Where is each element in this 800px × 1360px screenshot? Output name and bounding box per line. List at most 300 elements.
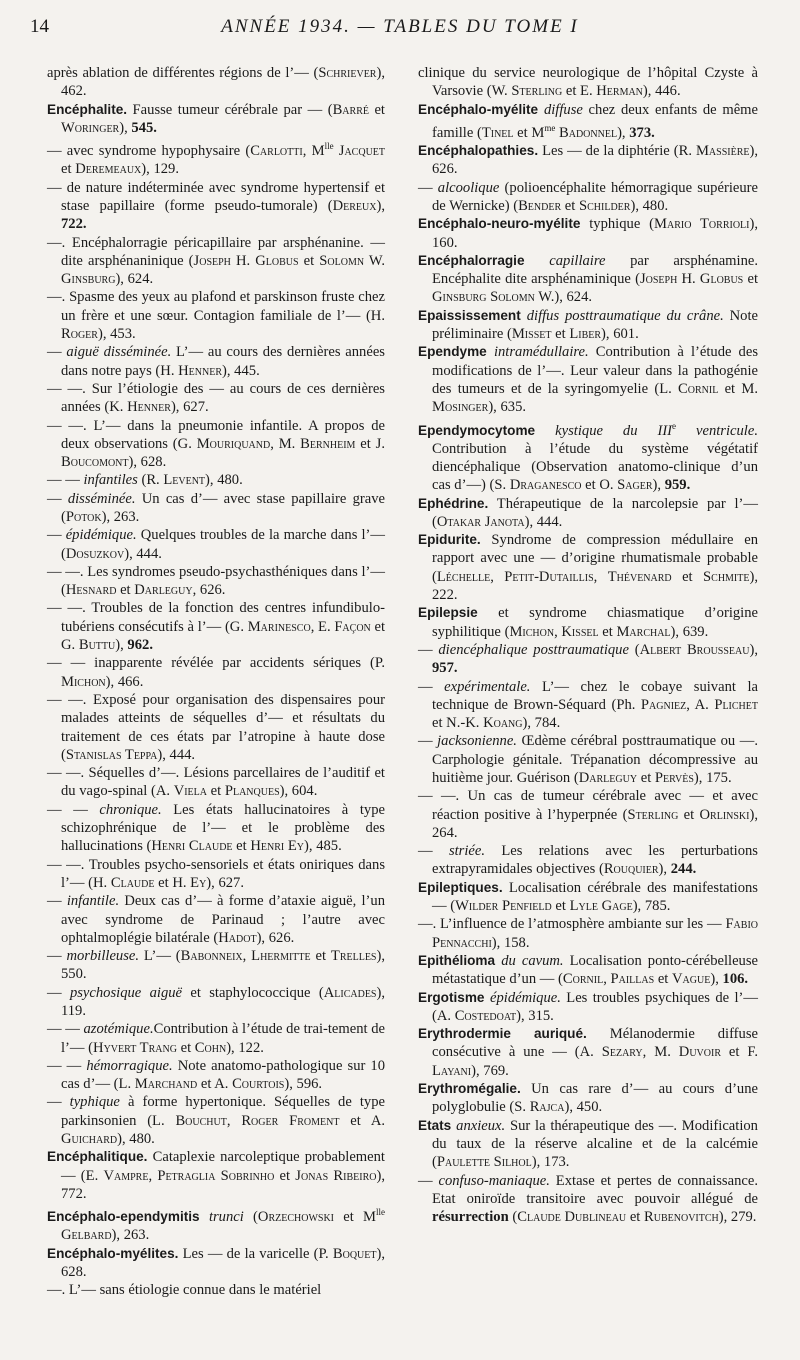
entry-text: —. L’influence de l’atmosphère ambiante sur les —: [418, 916, 726, 933]
right-column: [418, 64, 758, 1226]
entry-text: et: [232, 838, 251, 855]
entry-text: (R.: [137, 472, 164, 489]
entry-text: Léchelle: [436, 568, 491, 585]
entry-text: Pervès: [654, 770, 694, 786]
entry-text: épidémique.: [489, 989, 561, 1006]
entry-text: expérimentale.: [444, 678, 531, 695]
entry-text: ), 627.: [206, 874, 244, 891]
entry-text: ), 596.: [284, 1076, 323, 1093]
running-title: ANNÉE 1934. — TABLES DU TOME I: [221, 16, 579, 37]
entry-text: et syndrome chiasmatique d’origine syphilitique (: [432, 605, 758, 640]
entry-text: Claude Dublineau: [517, 1209, 627, 1226]
entry-text: ), 222.: [432, 568, 758, 604]
entry-text: lle: [324, 141, 334, 152]
index-entry: [418, 1172, 758, 1227]
index-entry: [418, 417, 758, 495]
entry-text: et: [368, 101, 385, 118]
entry-text: Stanislas Teppa: [65, 746, 158, 763]
entry-text: —: [47, 527, 66, 544]
index-entry: [418, 307, 758, 344]
entry-text: infantile.: [66, 893, 120, 910]
entry-text: ), 785.: [632, 898, 671, 915]
entry-text: ), 129.: [141, 161, 179, 178]
entry-text: Duvoir: [678, 1044, 721, 1061]
entry-text: Pagniez: [640, 696, 687, 713]
entry-text: Localisation ponto-cérébelleuse métastatique d’un — (: [432, 952, 759, 988]
index-entry: [418, 678, 758, 733]
entry-text: 244.: [670, 861, 697, 878]
entry-text: Schriever: [318, 65, 377, 81]
entry-text: ), 480.: [117, 1131, 155, 1148]
entry-text: , M: [302, 143, 325, 160]
entry-text: Plichet: [714, 696, 758, 713]
entry-text: Dereux: [332, 197, 377, 214]
entry-text: ), 158.: [491, 934, 530, 951]
entry-text: (: [508, 1209, 518, 1226]
index-entry: [47, 801, 385, 856]
entry-text: — —. L’— dans la pneumonie infantile. A propos de deux observations (G.: [47, 417, 385, 452]
entry-text: Schmite: [703, 568, 750, 585]
index-keyword: Encéphalite.: [47, 101, 128, 117]
entry-text: Woringer: [61, 119, 120, 136]
entry-text: à forme hypertonique. Séquelles de type parkinsonien (L.: [61, 1094, 385, 1129]
entry-text: Alicades: [323, 984, 377, 1001]
index-keyword: Ergotisme: [418, 989, 490, 1005]
entry-text: 722.: [61, 216, 87, 233]
entry-text: Albert Brousseau: [639, 641, 750, 658]
entry-text: ), 263.: [101, 508, 140, 525]
index-entry: [47, 526, 385, 563]
index-entry: [47, 234, 385, 289]
entry-text: Contribution à l’étude de trai-tement de l’— (: [61, 1021, 386, 1056]
entry-text: Roger: [61, 326, 98, 343]
entry-text: Buttu: [78, 637, 116, 654]
entry-text: et: [561, 197, 579, 214]
index-entry: [47, 1203, 385, 1244]
entry-text: Sur la thérapeutique des —. Modification du taux de la réserve alcaline et de la calcémie (: [432, 1117, 758, 1171]
entry-text: L’— chez le cobaye suivant la technique de Brown-Séquard (Ph.: [432, 678, 758, 713]
entry-text: Deux cas d’— à forme d’ataxie aiguë, l’un avec syndrome de Parinaud ; l’autre avec ophtalmoplégie bilatérale (: [61, 893, 385, 946]
entry-text: Solomn W. Ginsburg: [61, 252, 385, 288]
index-entry: [47, 892, 385, 947]
index-entry: [418, 915, 758, 952]
entry-text: et: [626, 1209, 645, 1226]
entry-text: —. L’— sans étiologie connue dans le matériel: [47, 1282, 322, 1299]
entry-text: ), 550.: [61, 948, 386, 983]
entry-text: Barré: [332, 101, 369, 118]
entry-text: Orzechowski: [257, 1209, 335, 1226]
entry-text: intramédullaire.: [493, 344, 589, 361]
entry-text: — —. Un cas de tumeur cérébrale avec — et avec réaction positive à l’hyperpnée (: [418, 788, 758, 823]
entry-text: Henner: [178, 362, 223, 379]
entry-text: diencéphalique posttraumatique: [438, 641, 629, 658]
entry-text: Mosinger: [432, 399, 489, 416]
entry-text: ),: [617, 124, 630, 141]
entry-text: Un cas d’— avec stase papillaire grave (: [61, 490, 385, 525]
entry-text: Vampre: [103, 1167, 149, 1184]
index-entry: [47, 654, 385, 691]
entry-text: L’— (: [139, 948, 181, 965]
index-entry: [47, 764, 385, 801]
entry-text: et O.: [581, 477, 618, 494]
entry-text: —: [418, 641, 439, 658]
entry-text: Roger Froment: [241, 1112, 340, 1129]
index-keyword: Etats: [418, 1117, 457, 1133]
entry-text: — —. Séquelles d’—. Lésions parcellaires de l’auditif et du vago-spinal (A.: [47, 765, 385, 800]
entry-text: Cataplexie narcoleptique probablement — (E.: [61, 1149, 385, 1184]
entry-text: — —. Troubles de la fonction des centres infundibulo-tubériens consécutifs à l’— (G.: [47, 600, 385, 635]
entry-text: Trelles: [330, 948, 377, 965]
entry-text: Jacquet: [338, 143, 386, 160]
index-entry: [47, 179, 385, 234]
index-entry: [418, 604, 758, 641]
index-entry: [47, 380, 385, 417]
entry-text: — —: [47, 472, 84, 489]
entry-text: Note anatomo-pathologique sur 10 cas d’— (L.: [61, 1057, 386, 1093]
index-entry: [418, 343, 758, 416]
entry-text: ), 175.: [693, 770, 732, 786]
entry-text: Un cas rare d’— au cours d’une polyglobulie (S.: [432, 1081, 758, 1116]
entry-text: — —. Exposé pour organisation des dispensaires pour malades atteints de séquelles d’— et résultats du traitement de ces états par l’atropine à haute dose (: [47, 691, 385, 763]
index-keyword: Encéphalopathies.: [418, 143, 539, 159]
entry-text: et: [207, 783, 225, 800]
entry-text: Darleguy: [578, 770, 638, 786]
entry-text: après ablation de différentes régions de l’— (: [47, 65, 319, 81]
entry-text: Draganesco: [509, 477, 582, 494]
entry-text: ), 639.: [670, 623, 709, 640]
page-number: 14: [30, 16, 49, 37]
entry-text: et N.-K.: [432, 715, 484, 732]
entry-text: ), 784.: [522, 715, 561, 732]
entry-text: — —: [47, 801, 100, 818]
entry-text: ),: [376, 197, 385, 214]
entry-text: Marchal: [616, 623, 671, 640]
index-entry: [47, 563, 385, 600]
entry-text: ), 480.: [205, 472, 243, 489]
entry-text: ),: [749, 641, 758, 658]
index-entry: [418, 142, 758, 179]
entry-text: ), 122.: [226, 1039, 264, 1056]
entry-text: ,: [603, 971, 611, 988]
entry-text: Ginsburg Solomn: [432, 289, 535, 306]
entry-text: —: [47, 490, 68, 507]
entry-text: Babonneix: [180, 948, 243, 965]
entry-text: typhique: [69, 1094, 120, 1111]
index-entry: [47, 343, 385, 380]
index-entry: [418, 1025, 758, 1080]
entry-text: Paillas: [610, 971, 655, 988]
entry-text: et: [116, 582, 135, 599]
entry-text: ), 462.: [61, 65, 385, 100]
entry-text: Bender: [518, 197, 562, 214]
entry-text: Thérapeutique de la narcolepsie par l’— (: [432, 495, 758, 530]
entry-text: et J.: [355, 435, 385, 452]
entry-text: ), 450.: [564, 1099, 603, 1116]
index-entry: [47, 137, 385, 178]
entry-text: ), 445.: [222, 362, 260, 379]
index-entry: [418, 842, 758, 879]
entry-text: Sezary: [601, 1044, 643, 1061]
entry-text: striée.: [448, 843, 486, 860]
index-entry: [418, 952, 758, 989]
entry-text: Les relations avec les perturbations extrapyramidales objectives (: [432, 843, 758, 878]
index-keyword: Encéphalo-ependymitis: [47, 1209, 209, 1225]
entry-text: Lyle Gage: [569, 898, 633, 915]
entry-text: Bouchut: [175, 1112, 227, 1129]
entry-text: Hesnard: [65, 582, 117, 599]
entry-text: — de nature indéterminée avec syndrome hypertensif et stase papillaire (forme pseudo-tumorale) (: [47, 179, 385, 214]
index-entry: [47, 1093, 385, 1148]
entry-text: ), 627.: [170, 399, 209, 416]
index-keyword: Epilepsie: [418, 605, 478, 621]
entry-text: et G.: [61, 618, 386, 654]
index-entry: [418, 641, 758, 678]
entry-text: — —: [47, 1021, 84, 1038]
entry-text: Planques: [224, 783, 280, 800]
entry-text: Hadot: [218, 929, 257, 946]
entry-text: Michon: [509, 623, 555, 640]
entry-text: aiguë disséminée.: [66, 344, 172, 361]
index-entry: [47, 288, 385, 343]
index-keyword: Ependyme: [418, 344, 494, 360]
entry-text: Orlinski: [699, 806, 750, 823]
entry-text: Misset: [511, 326, 552, 343]
entry-text: Darleguy: [134, 582, 193, 599]
entry-text: —: [47, 1094, 70, 1111]
entry-text: chronique.: [99, 801, 162, 818]
entry-text: et staphylococcique (: [182, 984, 324, 1001]
index-keyword: Encéphalo-myélite: [418, 101, 544, 117]
entry-text: ), 444.: [124, 545, 162, 562]
entry-text: Les états hallucinatoires à type schizophrénique de l’— et le problème des hallucinations (: [61, 801, 385, 855]
entry-text: psychosique aiguë: [69, 984, 183, 1001]
entry-text: et: [678, 806, 700, 823]
entry-text: ), 626.: [432, 143, 758, 178]
index-entry: [47, 856, 385, 893]
entry-text: ),: [119, 119, 132, 136]
entry-text: et F.: [721, 1044, 758, 1061]
entry-text: Cohn: [194, 1039, 227, 1056]
entry-text: par arsphénamine. Encéphalite dite arsphénaminique (: [432, 252, 759, 288]
entry-text: — —. Sur l’étiologie des — au cours de ces dernières années (K.: [47, 380, 385, 416]
entry-text: ), 119.: [61, 984, 386, 1019]
index-entry: [47, 947, 385, 984]
entry-text: du cavum.: [501, 952, 564, 969]
entry-text: et: [671, 568, 704, 585]
entry-text: Petit-Dutaillis: [504, 568, 594, 585]
entry-text: ,: [242, 948, 252, 965]
index-keyword: Erythrodermie auriqué.: [418, 1026, 587, 1042]
entry-text: Quelques troubles de la marche dans l’— (: [61, 527, 385, 562]
index-entry: [418, 101, 758, 142]
entry-text: Liber: [569, 326, 602, 343]
entry-text: ), 480.: [630, 197, 669, 214]
entry-text: —: [47, 984, 70, 1001]
entry-text: Sterling: [511, 83, 563, 100]
entry-text: ), 628.: [128, 454, 167, 471]
entry-text: Henner: [127, 399, 171, 416]
entry-text: ), 160.: [432, 216, 758, 251]
entry-text: Koang: [483, 715, 523, 732]
entry-text: (: [243, 1209, 258, 1226]
entry-text: ,: [490, 568, 505, 585]
entry-text: ), 315.: [516, 1007, 554, 1024]
entry-text: Sager: [617, 477, 653, 494]
entry-text: et: [743, 271, 758, 288]
entry-text: Fausse tumeur cérébrale par — (: [127, 101, 333, 118]
entry-text: anxieux.: [456, 1117, 506, 1134]
entry-text: et: [61, 161, 76, 178]
index-entry: [418, 179, 758, 216]
index-entry: [47, 490, 385, 527]
entry-text: confuso-maniaque.: [438, 1172, 550, 1189]
entry-text: 373.: [629, 124, 655, 141]
entry-text: Jonas Ribeiro: [295, 1167, 377, 1184]
entry-text: —: [418, 843, 449, 860]
entry-text: et E.: [562, 83, 597, 100]
index-entry: [47, 1057, 385, 1094]
entry-text: —: [418, 1172, 439, 1189]
entry-text: (polioencéphalite hémorragique supérieure de Wernicke) (: [432, 179, 758, 214]
index-entry: [418, 787, 758, 842]
entry-text: ), 604.: [279, 783, 318, 800]
entry-text: Hyvert Trang: [93, 1039, 177, 1056]
entry-text: Rubenovitch: [644, 1209, 719, 1226]
entry-text: Rouquier: [603, 861, 659, 878]
entry-text: ,: [593, 568, 608, 585]
index-keyword: Epithélioma: [418, 952, 502, 968]
entry-text: Contribution à l’étude des modifications de l’—. Leur valeur dans la pathogénie des tumeurs et de la syringomyelie (L.: [432, 344, 758, 397]
entry-text: et: [274, 1167, 296, 1184]
entry-text: , E.: [310, 618, 335, 635]
entry-text: —. Spasme des yeux au plafond et parskinson fruste chez un frère et une sœur. Contagion familiale de l’— (H.: [47, 289, 385, 324]
entry-text: ), 624.: [115, 271, 154, 288]
entry-text: —: [47, 893, 67, 910]
entry-text: Note préliminaire (: [432, 307, 758, 343]
index-entry: [47, 1020, 385, 1057]
entry-text: — —. Les syndromes pseudo-psychasthéniques dans l’— (: [47, 563, 385, 599]
index-entry: [47, 599, 385, 654]
entry-text: Gelbard: [61, 1227, 112, 1244]
entry-text: ), 453.: [97, 326, 136, 343]
entry-text: et: [298, 252, 320, 269]
entry-text: Lhermitte: [251, 948, 311, 965]
entry-text: 106.: [722, 971, 749, 988]
entry-text: jacksonienne.: [437, 733, 517, 750]
index-entry: [47, 1245, 385, 1282]
entry-text: Henri Ey: [250, 838, 305, 855]
entry-text: Paulette Silhol: [436, 1154, 532, 1171]
entry-text: Tinel: [481, 124, 514, 141]
entry-text: lle: [376, 1207, 385, 1218]
entry-text: , M.: [642, 1044, 679, 1061]
left-column: [47, 64, 385, 1300]
entry-text: ), 264.: [432, 806, 758, 841]
index-entry: [418, 495, 758, 532]
index-entry: [47, 984, 385, 1021]
entry-text: clinique du service neurologique de l’hôpital Czyste à Varsovie (W.: [418, 65, 758, 100]
entry-text: Les — de la diphtérie (R.: [538, 143, 696, 160]
entry-text: Massière: [695, 143, 750, 160]
entry-text: et: [551, 898, 570, 915]
entry-text: Bernheim: [300, 435, 356, 452]
entry-text: Kissel: [561, 623, 599, 640]
index-keyword: Epileptiques.: [418, 879, 503, 895]
entry-text: ), 173.: [531, 1154, 570, 1171]
entry-text: Courtois: [232, 1076, 285, 1093]
entry-text: Schilder: [579, 197, 631, 214]
entry-text: et A.: [197, 1076, 233, 1093]
index-entry: [47, 101, 385, 138]
entry-text: Ey: [190, 874, 207, 891]
entry-text: et: [637, 770, 655, 786]
entry-text: e: [672, 420, 677, 431]
entry-text: ), 279.: [718, 1209, 757, 1226]
index-entry: [418, 879, 758, 916]
entry-text: ), 626.: [256, 929, 295, 946]
entry-text: Les — de la varicelle (P.: [178, 1245, 333, 1262]
entry-text: capillaire: [549, 252, 606, 269]
entry-text: Localisation cérébrale des manifestations — (: [432, 879, 758, 915]
entry-text: ), 635.: [488, 399, 527, 416]
entry-text: Mélanodermie diffuse consécutive à une — (A.: [432, 1026, 758, 1061]
entry-text: kystique du III: [555, 422, 673, 439]
entry-text: Claude: [110, 874, 155, 891]
entry-text: Deremeaux: [75, 161, 142, 178]
entry-text: Œdème cérébral posttraumatique ou —. Carphologie génitale. Trépanation décompressive au huitième jour. Guérison (: [432, 733, 758, 786]
index-entry: [47, 64, 385, 101]
index-entry: [418, 252, 758, 307]
index-keyword: Encéphalorragie: [418, 252, 550, 268]
entry-text: et: [310, 948, 331, 965]
index-entry: [418, 215, 758, 252]
entry-text: ), 263.: [111, 1227, 150, 1244]
index-keyword: Erythromégalie.: [418, 1081, 521, 1097]
entry-text: Guichard: [61, 1131, 118, 1148]
entry-text: Rajca: [529, 1099, 565, 1116]
entry-text: et: [176, 1039, 195, 1056]
entry-text: me: [544, 122, 556, 133]
page-header: [30, 16, 770, 46]
entry-text: et M.: [718, 380, 758, 397]
entry-text: Layani: [432, 1062, 472, 1079]
entry-text: et H.: [154, 874, 191, 891]
entry-text: Levent: [163, 472, 206, 489]
entry-text: ), 446.: [642, 83, 681, 100]
entry-text: Wilder Penfield: [455, 898, 552, 915]
entry-text: ,: [148, 1167, 158, 1184]
entry-text: Mario Torrioli: [654, 216, 750, 233]
entry-text: 962.: [127, 637, 153, 654]
entry-text: L’— au cours des dernières années dans notre pays (H.: [61, 344, 385, 379]
entry-text: Costedoat: [454, 1007, 517, 1024]
index-entry: [418, 1117, 758, 1172]
entry-text: hémorragique.: [86, 1057, 173, 1074]
entry-text: Façon: [334, 618, 371, 635]
index-entry: [418, 1080, 758, 1117]
entry-text: ), 444.: [157, 746, 196, 763]
entry-text: Sterling: [627, 806, 679, 823]
entry-text: Joseph H. Globus: [193, 252, 299, 269]
index-entry: [418, 64, 758, 101]
entry-text: , A.: [686, 696, 715, 713]
entry-text: ),: [710, 971, 723, 988]
index-entry: [418, 989, 758, 1026]
entry-text: azotémique.: [83, 1021, 154, 1038]
entry-text: Joseph H. Globus: [639, 271, 744, 288]
entry-text: Mouriquand: [196, 435, 271, 452]
entry-text: et M: [334, 1209, 376, 1226]
